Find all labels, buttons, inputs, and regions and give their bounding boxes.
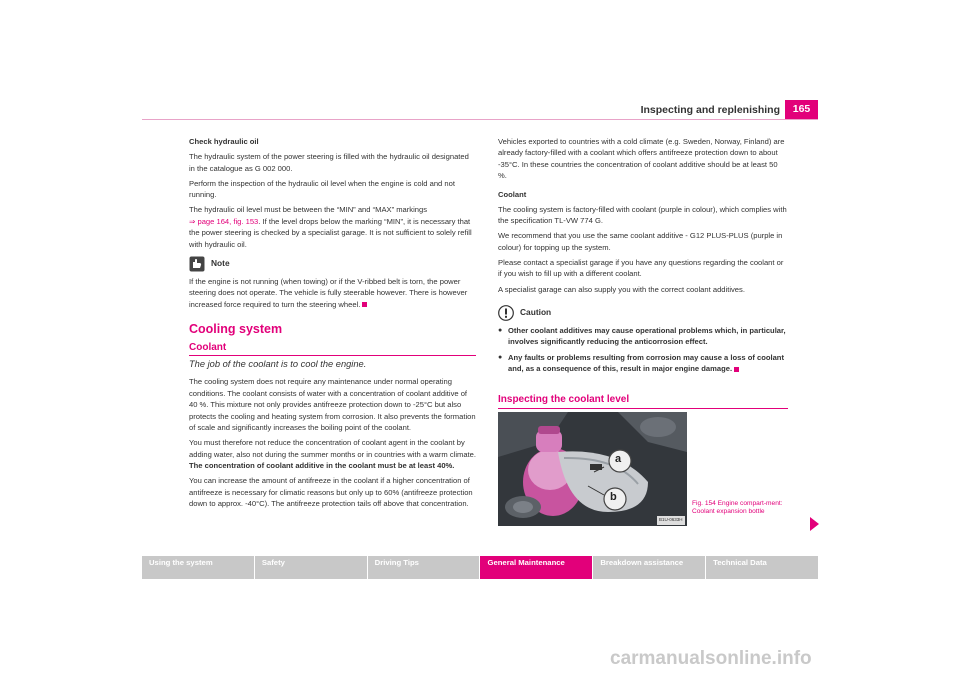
right-column xyxy=(498,136,788,409)
figure-label-b: b xyxy=(610,491,617,503)
paragraph-text: You must therefore not reduce the concentration of coolant agent in the coolant by adding water, also not during the summer months or in countries with a warm climate. xyxy=(189,438,477,459)
coolant-subtitle: The job of the coolant is to cool the engine. xyxy=(189,359,367,370)
end-marker-icon xyxy=(362,302,367,307)
paragraph: We recommend that you use the same coolant additive - G12 PLUS-PLUS (purple in colour) for topping up the system. xyxy=(498,231,783,252)
figure-caption: Fig. 154 Engine compart-ment: Coolant expansion bottle xyxy=(692,500,783,515)
figure-label-a: a xyxy=(615,453,622,465)
note-label: Note xyxy=(211,258,230,269)
nav-tab-technical-data[interactable]: Technical Data xyxy=(706,556,818,579)
page-header-title: Inspecting and replenishing xyxy=(640,104,780,116)
caution-item xyxy=(498,352,788,375)
paragraph: Vehicles exported to countries with a cold climate (e.g. Sweden, Norway, Finland) are already factory-filled with a coolant which offers antifreeze protection down to about -35°C. In these countries the concentration of coolant additive should be at least 50 %. xyxy=(498,137,785,181)
next-page-arrow-icon[interactable] xyxy=(810,517,819,531)
emphasis-text: The concentration of coolant additive in the coolant must be at least 40%. xyxy=(189,461,455,471)
note-heading xyxy=(189,256,476,272)
nav-tab-general-maintenance[interactable]: General Maintenance xyxy=(480,556,592,579)
engine-compartment-figure xyxy=(498,412,687,526)
paragraph-text: The hydraulic oil level must be between the “MIN” and “MAX” markings xyxy=(189,205,428,215)
paragraph-text: . If the level drops below the marking “MIN”, it is necessary that the power steering is checked by a specialist garage. It is not sufficient to solely refill with hydraulic oil. xyxy=(189,216,472,249)
header-divider xyxy=(142,119,818,120)
caution-icon xyxy=(498,305,514,321)
nav-tab-using-the-system[interactable]: Using the system xyxy=(142,556,254,579)
coolant-heading: Coolant xyxy=(498,189,527,199)
nav-tab-breakdown-assistance[interactable]: Breakdown assistance xyxy=(593,556,705,579)
paragraph: You can increase the amount of antifreeze in the coolant if a higher concentration of antifreeze is necessary for climatic reasons but only up to 60% (antifreeze protection down to approx. -40°C). The antifreeze protection tails off above that concentration. xyxy=(189,476,473,509)
paragraph: The hydraulic system of the power steering is filled with the hydraulic oil designated in the catalogue as G 002 000. xyxy=(189,152,469,173)
site-watermark: carmanualsonline.info xyxy=(610,648,812,669)
figure-code: B1U-0633H xyxy=(659,517,683,522)
paragraph: Perform the inspection of the hydraulic oil level when the engine is cold and not running. xyxy=(189,178,455,200)
page-reference-link[interactable]: ⇒ page 164, fig. 153 xyxy=(189,216,259,226)
nav-tab-safety[interactable]: Safety xyxy=(255,556,367,579)
section-nav-bar xyxy=(142,556,818,579)
left-column xyxy=(189,136,476,513)
paragraph xyxy=(189,204,476,250)
check-hydraulic-heading: Check hydraulic oil xyxy=(189,137,259,146)
coolant-title: Coolant xyxy=(189,342,476,356)
page-number: 165 xyxy=(785,100,818,119)
paragraph: Please contact a specialist garage if you have any questions regarding the coolant or if you wish to fill up with a different coolant. xyxy=(498,258,784,279)
paragraph xyxy=(189,437,476,471)
caution-heading xyxy=(498,305,788,321)
note-text: If the engine is not running (when towing) or if the V-ribbed belt is torn, the power steering does not operate. The vehicle is fully steerable however. There is however increased force required to turn the steering wheel. xyxy=(189,277,468,309)
paragraph: The cooling system is factory-filled with coolant (purple in colour), which complies with the specification TL-VW 774 G. xyxy=(498,204,787,226)
section-title: Cooling system xyxy=(189,322,283,337)
end-marker-icon xyxy=(734,367,739,372)
note-icon xyxy=(189,256,205,272)
caution-item-text: Any faults or problems resulting from corrosion may cause a loss of coolant and, as a consequence of this, result in major engine damage. xyxy=(508,352,784,374)
caution-label: Caution xyxy=(520,307,552,318)
nav-tab-driving-tips[interactable]: Driving Tips xyxy=(368,556,480,579)
note-paragraph xyxy=(189,276,476,310)
paragraph: The cooling system does not require any maintenance under normal operating conditions. The coolant consists of water with a concentration of coolant additive of 40 %. This mixture not only provides antifreeze protection down to -25°C but also protects the cooling and heating system from corrosion. It also prevents the formation of scale and significantly increases the boiling point of the coolant. xyxy=(189,377,476,433)
inspect-coolant-title: Inspecting the coolant level xyxy=(498,394,788,408)
paragraph: A specialist garage can also supply you with the correct coolant additives. xyxy=(498,284,745,294)
caution-item: ● Other coolant additives may cause operational problems which, in particular, involves significantly reducing the anticorrosion effect. xyxy=(498,325,788,348)
